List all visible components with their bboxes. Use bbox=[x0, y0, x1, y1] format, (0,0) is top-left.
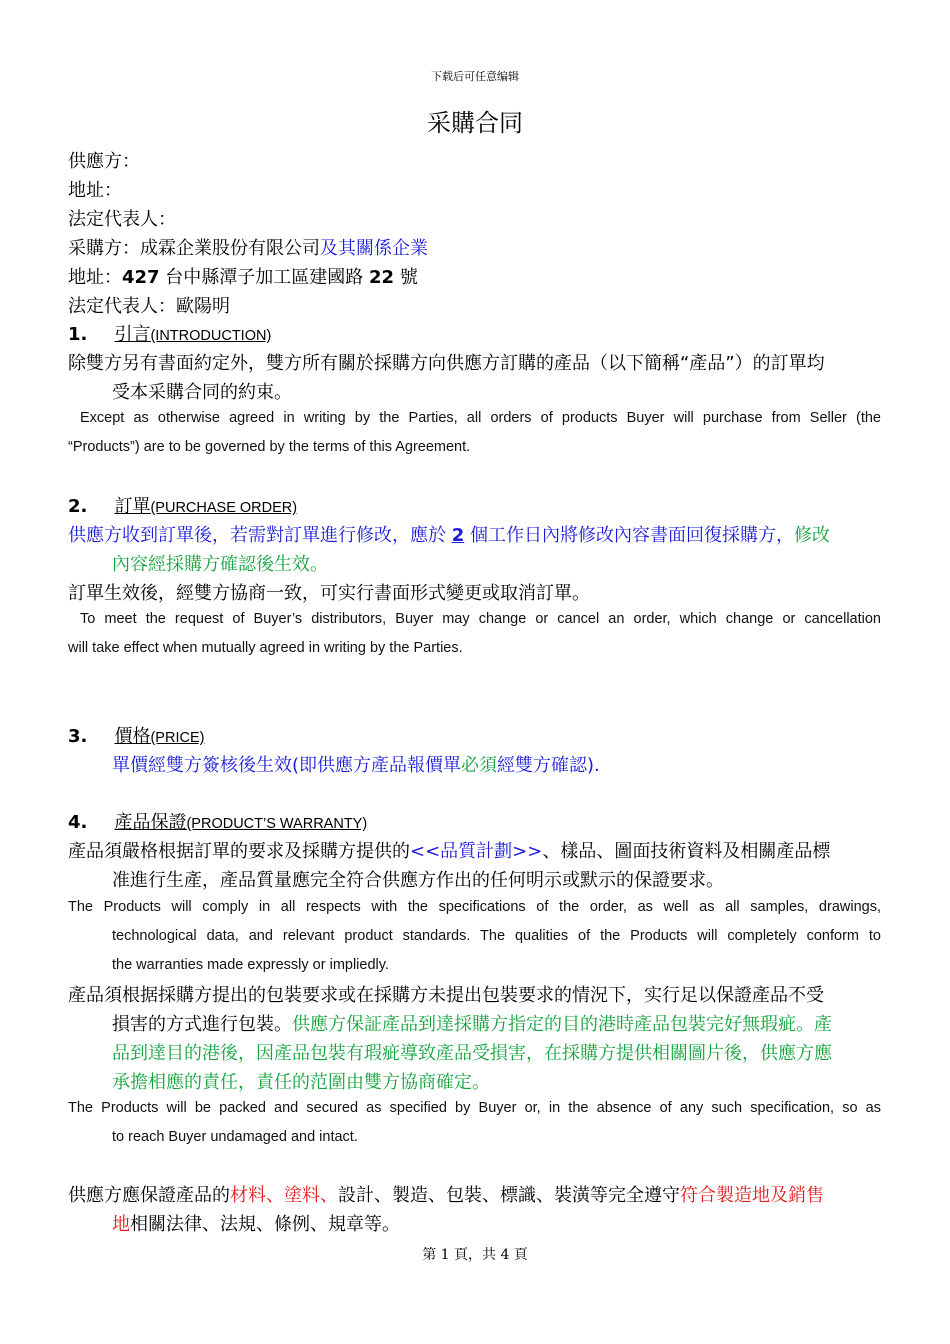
section-4-p3-line2: 地相關法律、法規、條例、規章等。 bbox=[112, 1214, 400, 1235]
section-4-en1-line2: technological data, and relevant product standards. The qualities of the Products will completely conform to bbox=[112, 928, 881, 944]
section-1-heading bbox=[68, 322, 271, 349]
section-2-en-line1: To meet the request of Buyer’s distributors, Buyer may change or cancel an order, which change or cancellation bbox=[80, 611, 881, 627]
section-2-cn-para: 訂單生效後，經雙方協商一致，可实行書面形式變更或取消訂單。 bbox=[68, 583, 590, 604]
section-3-heading bbox=[68, 724, 204, 751]
buyer-name: 成霖企業股份有限公司 bbox=[140, 238, 320, 259]
section-number: 1. bbox=[68, 324, 88, 345]
buyer-address-street: 台中縣潭子加工區建國路 bbox=[159, 267, 370, 288]
section-4-en1-line1: The Products will comply in all respects with the specifications of the order, as well as all samples, drawings, bbox=[68, 899, 881, 915]
section-3-price-line: 單價經雙方簽核後生效(即供應方產品報價單必須經雙方確認). bbox=[112, 755, 600, 776]
section-1-cn-line1: 除雙方另有書面約定外，雙方所有關於採購方向供應方訂購的產品（以下簡稱“產品”）的訂單均 bbox=[68, 353, 825, 374]
buyer-label: 采購方： bbox=[68, 238, 140, 259]
buyer-affiliates: 及其關係企業 bbox=[320, 238, 428, 259]
section-4-en2-line1: The Products will be packed and secured as specified by Buyer or, in the absence of any such specification, so as bbox=[68, 1100, 881, 1116]
section-2-heading bbox=[68, 494, 297, 521]
supplier-rep-label: 法定代表人： bbox=[68, 209, 176, 230]
section-4-p1-line2: 准進行生產，產品質量應完全符合供應方作出的任何明示或默示的保證要求。 bbox=[112, 870, 724, 891]
section-title: 訂單(PURCHASE ORDER) bbox=[114, 496, 298, 517]
section-4-p2-line3: 品到達目的港後，因產品包裝有瑕疵導致產品受損害，在採購方提供相關圖片後，供應方應 bbox=[112, 1043, 832, 1064]
section-4-p3-line1: 供應方應保證產品的材料、塗料、設計、製造、包裝、標識、裝潢等完全遵守符合製造地及銷售 bbox=[68, 1185, 824, 1206]
buyer-postal-code: 427 bbox=[122, 267, 160, 288]
section-1-en-line2: “Products”) are to be governed by the terms of this Agreement. bbox=[68, 439, 471, 455]
section-number: 4. bbox=[68, 812, 88, 833]
section-number: 3. bbox=[68, 726, 88, 747]
section-1-cn-line2: 受本采購合同的約束。 bbox=[112, 382, 292, 403]
buyer-address-number: 22 bbox=[369, 267, 395, 288]
page-number: 第 1 頁，共 4 頁 bbox=[422, 1247, 528, 1263]
buyer-rep-name: 歐陽明 bbox=[176, 296, 230, 317]
section-2-blue-line1: 供應方收到訂單後，若需對訂單進行修改，應於 2 個工作日內將修改內容書面回復採購方，修改 bbox=[68, 525, 830, 546]
section-4-en1-line3: the warranties made expressly or impliedly. bbox=[112, 957, 389, 973]
section-1-en-line1: Except as otherwise agreed in writing by the Parties, all orders of products Buyer will purchase from Seller (the bbox=[80, 410, 881, 426]
section-4-p2-line2: 損害的方式進行包裝。供應方保証產品到達採購方指定的目的港時產品包裝完好無瑕疵。產 bbox=[112, 1014, 832, 1035]
section-4-p2-line4: 承擔相應的責任，責任的范圍由雙方協商確定。 bbox=[112, 1072, 490, 1093]
section-2-en-line2: will take effect when mutually agreed in writing by the Parties. bbox=[68, 640, 463, 656]
buyer-line bbox=[68, 234, 428, 263]
section-4-p1-line1: 產品須嚴格根据訂單的要求及採購方提供的<<品質計劃>>、樣品、圖面技術資料及相關產品標 bbox=[68, 841, 831, 862]
buyer-rep-line bbox=[68, 292, 230, 321]
section-2-green-line2: 內容經採購方確認後生效。 bbox=[112, 554, 328, 575]
buyer-address-label: 地址： bbox=[68, 267, 122, 288]
section-4-heading bbox=[68, 810, 367, 837]
section-number: 2. bbox=[68, 496, 88, 517]
section-title: 價格(PRICE) bbox=[114, 726, 205, 747]
section-title: 產品保證(PRODUCT’S WARRANTY) bbox=[114, 812, 368, 833]
buyer-address-suffix: 號 bbox=[394, 267, 418, 288]
supplier-address-label: 地址： bbox=[68, 180, 122, 201]
section-title: 引言(INTRODUCTION) bbox=[114, 324, 272, 345]
buyer-address-line bbox=[68, 263, 418, 292]
buyer-rep-label: 法定代表人： bbox=[68, 296, 176, 317]
section-4-p2-line1: 產品須根据採購方提出的包裝要求或在採購方未提出包裝要求的情況下，实行足以保證產品不受 bbox=[68, 985, 824, 1006]
supplier-label: 供應方： bbox=[68, 151, 140, 172]
page-title: 采購合同 bbox=[427, 109, 523, 137]
section-4-en2-line2: to reach Buyer undamaged and intact. bbox=[112, 1129, 358, 1145]
download-note: 下载后可任意编辑 bbox=[431, 70, 519, 83]
